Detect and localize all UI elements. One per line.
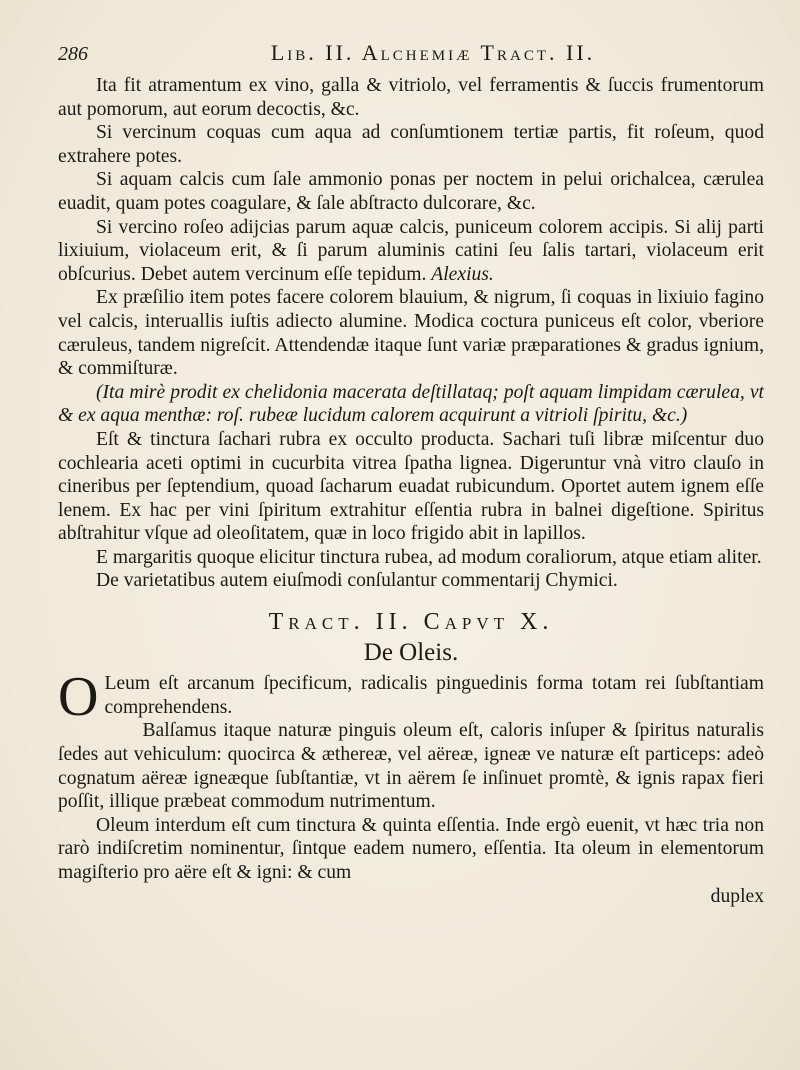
source-citation: Alexius. <box>431 263 494 285</box>
page-header <box>58 40 764 74</box>
paragraph: Ita fit atramentum ex vino, galla & vitriolo, vel ferramentis & ſuccis frumentorum aut pomorum, aut eorum decoctis, &c. <box>58 75 764 120</box>
chapter-opening <box>58 666 764 729</box>
paragraph-text: Si vercino roſeo adijcias parum aquæ calcis, puniceum colorem accipis. Si alij parti lixiuium, violaceum erit, & ſi parum aluminis catini ſeu ſalis tartari, violaceum erit obſcurius. Debet autem vercinum eſſe tepidum. <box>58 216 764 285</box>
paragraph: E margaritis quoque elicitur tinctura rubea, ad modum coraliorum, atque etiam aliter. <box>96 546 762 568</box>
paragraph: Balſamus itaque naturæ pinguis oleum eſt, caloris inſuper & ſpiritus naturalis ſedes aut vehiculum: quocirca & æthereæ, vel aëreæ, igneæ ve naturæ eſt particeps: adeò cognatum aëreæ igneæque ſubſtantiæ, vt in aërem ſe inſinuet promtè, & ignis rapax fieri poſſit, illique præbeat commodum nutrimentum. <box>58 720 764 813</box>
opening-text: Leum eſt arcanum ſpecificum, radicalis pinguedinis forma totam rei ſubſtantiam comprehendens. <box>104 673 764 718</box>
italic-note: (Ita mirè prodit ex chelidonia macerata deſtillataq; poſt aquam limpidam cærulea, vt & ex aqua menthæ: roſ. rubeæ lucidum calorem acquirunt a vitrioli ſpiritu, &c.) <box>58 381 764 427</box>
paragraph: Eſt & tinctura ſachari rubra ex occulto producta. Sachari tuſi libræ miſcentur duo cochlearia aceti optimi in cucurbita vitrea ſpatha lignea. Digeruntur vnà vitro clauſo in cineribus per ſeptendium, quoad ſacharum euadat rubicundum. Oportet autem ignem eſſe lenem. Ex hac per vini ſpiritum extrahitur eſſentia rubra in balnei digeſtione. Spiritus abſtrahitur vſque ad oleoſitatem, quæ in loco frigido abit in lapillos. <box>58 428 764 545</box>
paragraph: Si vercinum coquas cum aqua ad conſumtionem tertiæ partis, fit roſeum, quod extrahere potes. <box>58 122 764 167</box>
chapter-heading: Tract. II. Capvt X. <box>268 609 554 636</box>
paragraph: Si aquam calcis cum ſale ammonio ponas per noctem in pelui orichalcea, cærulea euadit, quam potes coagulare, & ſale abſtracto dulcorare, &c. <box>58 169 764 214</box>
paragraph: De varietatibus autem eiuſmodi conſulantur commentarij Chymici. <box>96 570 618 592</box>
paragraph: Ex præſilio item potes facere colorem blauium, & nigrum, ſi coquas in lixiuio fagino vel calcis, interuallis iuſtis adiecto alumine. Modica coctura puniceus eſt color, vberiore cæruleus, tandem nigreſcit. Attendendæ itaque ſunt variæ præparationes & gradus ignium, & commiſturæ. <box>58 287 764 380</box>
drop-cap: O <box>58 666 99 729</box>
page-body <box>58 74 764 908</box>
page-number: 286 <box>58 43 88 65</box>
catchword: duplex <box>710 885 764 907</box>
chapter-title: De Oleis. <box>363 638 459 666</box>
paragraph <box>58 216 764 287</box>
paragraph: Oleum interdum eſt cum tinctura & quinta eſſentia. Inde ergò euenit, vt hæc tria non rarò indiſcretim nominentur, ſintque eadem numero, eſſentia. Ita oleum in elementorum magiſterio pro aëre eſt & igni: & cum <box>58 814 764 883</box>
running-title: Lib. II. Alchemiæ Tract. II. <box>270 40 596 65</box>
